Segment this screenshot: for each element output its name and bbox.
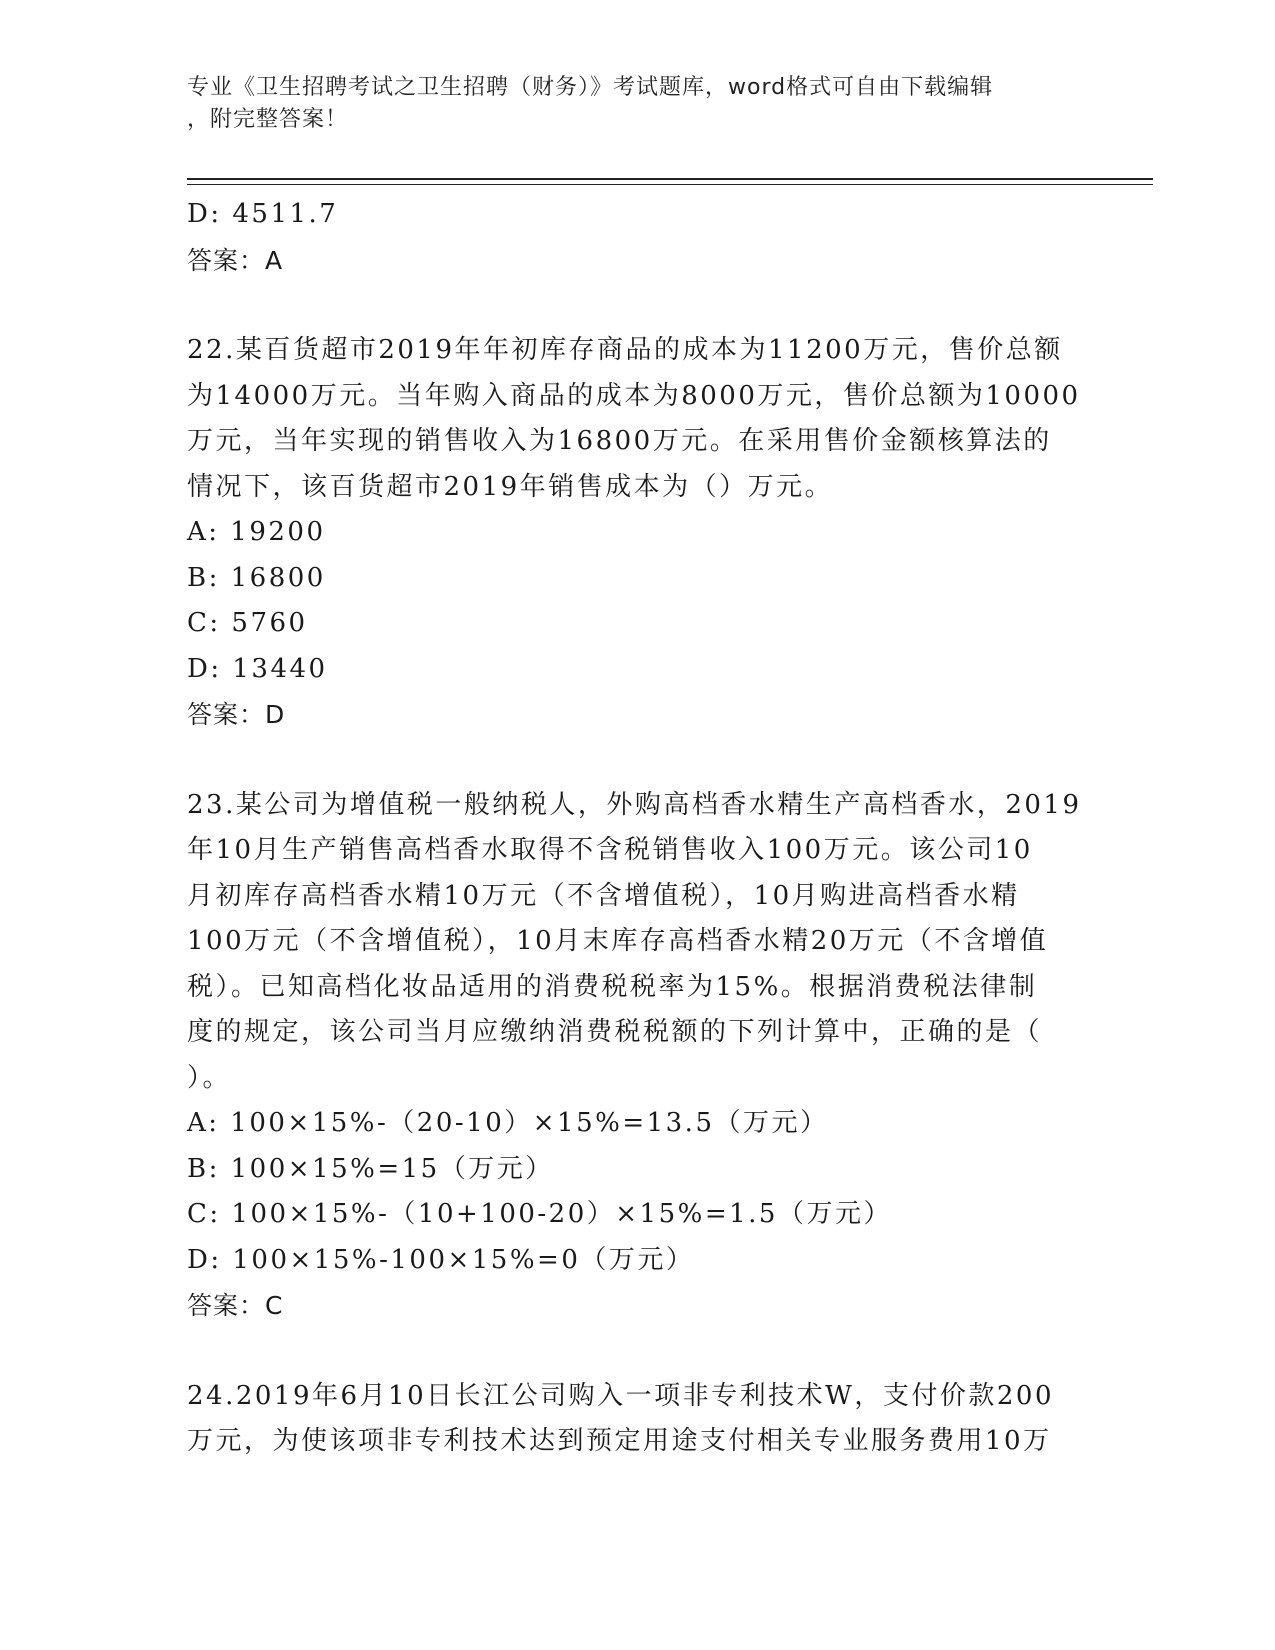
header-divider-thick <box>187 178 1153 180</box>
answer: 答案：C <box>187 1291 284 1320</box>
question-24 <box>187 1374 1087 1465</box>
header-line-2: ，附完整答案！ <box>187 107 349 132</box>
option-c: C: 5760 <box>187 608 308 638</box>
question-text-line: 税）。已知高档化妆品适用的消费税税率为15%。根据消费税法律制 <box>187 971 1038 1002</box>
option-a: A: 19200 <box>187 517 326 547</box>
question-text-line: 24.2019年6月10日长江公司购入一项非专利技术W，支付价款200 <box>187 1380 1054 1411</box>
answer: 答案：A <box>187 245 284 275</box>
question-text-line: 为14000万元。当年购入商品的成本为8000万元，售价总额为10000 <box>187 380 1081 411</box>
header-divider-thin <box>187 184 1153 185</box>
document-header <box>187 72 1067 136</box>
question-21-tail <box>187 192 1087 283</box>
header-line-1: 专业《卫生招聘考试之卫生招聘（财务）》考试题库，word格式可自由下载编辑 <box>187 75 994 100</box>
option-c: C: 100×15%-（10+100-20）×15%=1.5（万元） <box>187 1199 892 1229</box>
option-b: B: 100×15%=15（万元） <box>187 1153 554 1184</box>
question-text-line: 月初库存高档香水精10万元（不含增值税），10月购进高档香水精 <box>187 880 1020 911</box>
option-d: D: 13440 <box>187 653 328 684</box>
option-d: D: 100×15%-100×15%=0（万元） <box>187 1244 695 1275</box>
question-text-line: ）。 <box>187 1062 232 1093</box>
question-text-line: 年10月生产销售高档香水取得不含税销售收入100万元。该公司10 <box>187 835 1033 865</box>
question-text-line: 度的规定，该公司当月应缴纳消费税税额的下列计算中，正确的是（ <box>187 1017 1043 1047</box>
question-text-line: 22.某百货超市2019年年初库存商品的成本为11200万元，售价总额 <box>187 335 1063 365</box>
option-d: D: 4511.7 <box>187 199 339 229</box>
question-text-line: 万元，为使该项非专利技术达到预定用途支付相关专业服务费用10万 <box>187 1426 1052 1456</box>
option-a: A: 100×15%-（20-10）×15%=13.5（万元） <box>187 1108 829 1138</box>
question-22 <box>187 328 1087 738</box>
answer: 答案：D <box>187 700 286 729</box>
question-text-line: 万元，当年实现的销售收入为16800万元。在采用售价金额核算法的 <box>187 426 1052 456</box>
option-b: B: 16800 <box>187 562 326 593</box>
question-text-line: 100万元（不含增值税），10月末库存高档香水精20万元（不含增值 <box>187 926 1049 956</box>
question-text-line: 情况下，该百货超市2019年销售成本为（）万元。 <box>187 471 834 502</box>
question-content <box>187 192 1087 1465</box>
question-text-line: 23.某公司为增值税一般纳税人，外购高档香水精生产高档香水，2019 <box>187 789 1082 820</box>
question-23 <box>187 783 1087 1329</box>
